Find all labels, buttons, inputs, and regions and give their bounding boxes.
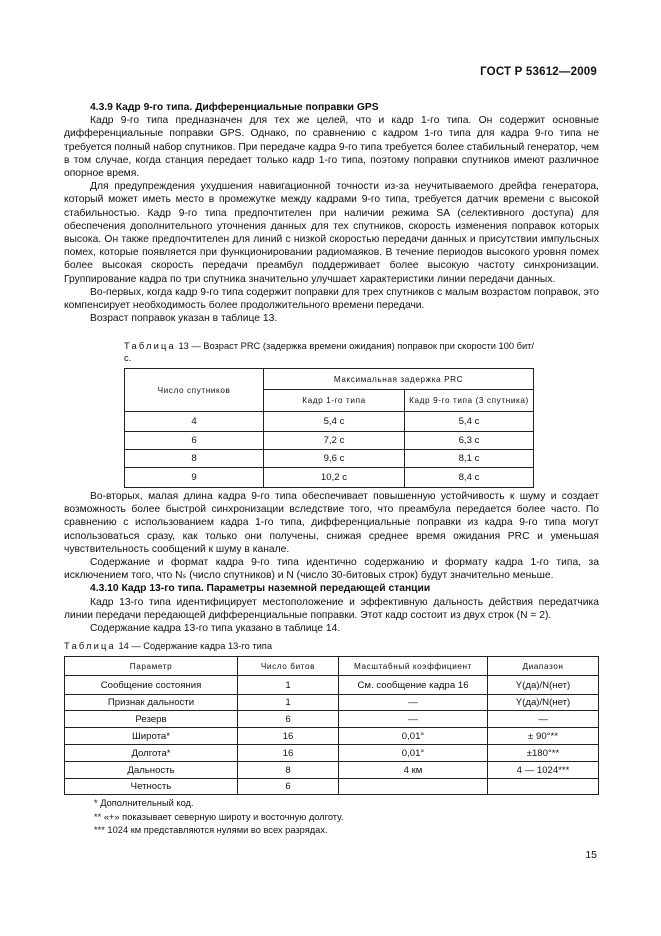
table-cell: 0,01°: [339, 728, 488, 745]
table-cell: ±180°**: [488, 745, 599, 762]
caption-text: 14 — Содержание кадра 13-го типа: [115, 641, 272, 651]
note: *** 1024 км представляются нулями во всех разрядах.: [94, 825, 328, 836]
table-cell: 6: [238, 779, 339, 795]
table-cell: Y(да)/N(нет): [488, 695, 599, 711]
table-row: [65, 779, 599, 795]
table-cell: Резерв: [65, 711, 238, 728]
table-cell: 7,2 с: [264, 432, 405, 450]
paragraph: Для предупреждения ухудшения навигационной точности из-за неучитываемого дрейфа генератора, который может иметь место в промежутке между кадрами 9-го типа, требуется датчик времени с высокой стабильностью. Кадр 9-го типа предпочтителен при наличии режима SA (селективного доступа) для обеспечения дополнительного уточнения данных для тех спутников, скорость изменения поправок которых высока. Он также предпочтителен для линий с низкой скоростью передачи данных и присутствии импульсных помех, которые появляется при функционировании радиомаяков. В течение периодов высокого уровня помех более высокая скорость передачи преамбул поддерживает более высокую частоту синхронизации. Группирование кадра по три спутника значительно улучшает характеристики линии передачи данных.: [64, 181, 599, 285]
table-row: [125, 450, 534, 468]
table-row: [65, 676, 599, 695]
caption-text: 13 — Возраст PRC (задержка времени ожидания) поправок при скорости 100 бит/с.: [124, 341, 534, 363]
section-heading: 4.3.10 Кадр 13-го типа. Параметры наземной передающей станции: [90, 583, 431, 595]
table-cell: —: [339, 695, 488, 711]
section-4-3-9: [64, 101, 599, 325]
table-cell: 6,3 с: [405, 432, 534, 450]
table-cell: 16: [238, 745, 339, 762]
column-header: Число битов: [238, 657, 339, 676]
paragraph: Содержание и формат кадра 9-го типа идентично содержанию и формату кадра 1-го типа, за исключением того, что Nₛ (число спутников) и N (число 30-битовых строк) будут значительно меньше.: [64, 557, 599, 582]
table-14: [64, 656, 599, 795]
table-row: [125, 432, 534, 450]
table-13: [124, 368, 534, 488]
column-header: Кадр 1-го типа: [264, 390, 405, 412]
table-cell: —: [488, 711, 599, 728]
section-4-3-9-continued: [64, 490, 599, 635]
table13-caption: [124, 340, 534, 364]
paragraph: Содержание кадра 13-го типа указано в таблице 14.: [90, 623, 341, 635]
table-cell: 5,4 с: [405, 412, 534, 432]
table-cell: 4 — 1024***: [488, 762, 599, 779]
table-cell: См. сообщение кадра 16: [339, 676, 488, 695]
section-heading: 4.3.9 Кадр 9-го типа. Дифференциальные поправки GPS: [90, 102, 379, 113]
table-cell: 9,6 с: [264, 450, 405, 468]
table-cell: 5,4 с: [264, 412, 405, 432]
table-row: [65, 745, 599, 762]
caption-label: Таблица: [124, 341, 176, 351]
table-cell: —: [339, 711, 488, 728]
table-row: [65, 762, 599, 779]
table-row: [65, 695, 599, 711]
table-cell: 10,2 с: [264, 468, 405, 488]
paragraph: Во-вторых, малая длина кадра 9-го типа обеспечивает повышенную устойчивость к шуму и создает возможность более быстрой синхронизации вследствие того, что преамбула передается более часто. По сравнению с использованием кадра 1-го типа, дифференциальные поправки из кадра 9-го типа могут использоваться сразу, как только они получены, снижая среднее время ожидания PRC и уменьшая чувствительность сообщений к шуму в канале.: [64, 491, 599, 555]
note: * Дополнительный код.: [94, 798, 194, 808]
table-cell: 16: [238, 728, 339, 745]
table-cell: Сообщение состояния: [65, 676, 238, 695]
paragraph: Кадр 9-го типа предназначен для тех же целей, что и кадр 1-го типа. Он содержит основные дифференциальные поправки GPS. Однако, по сравнению с кадром 1-го типа для кадра 9-го типа не требуется полный набор спутников. При передаче кадра 9-го типа требуется более стабильный генератор, чем в том случае, когда станция передает только кадр 1-го типа, поэтому поправки спутников имеют различное опорное время.: [64, 115, 599, 180]
column-header: Кадр 9-го типа (3 спутника): [405, 390, 534, 412]
table-row: [65, 711, 599, 728]
table-cell: Дальность: [65, 762, 238, 779]
column-header: Параметр: [65, 657, 238, 676]
table-cell: 0,01°: [339, 745, 488, 762]
table-cell: 4: [125, 412, 264, 432]
table-notes: [94, 797, 343, 838]
paragraph: Возраст поправок указан в таблице 13.: [90, 313, 278, 325]
table-cell: ± 90°**: [488, 728, 599, 745]
paragraph: Во-первых, когда кадр 9-го типа содержит поправки для трех спутников с малым возрастом поправок, это компенсирует необходимость более продолжительного времени передачи.: [64, 286, 599, 312]
paragraph: Кадр 13-го типа идентифицирует местоположение и эффективную дальность действия передатчика линии передачи передающей дифференциальные поправки. Этот кадр состоит из двух строк (N = 2).: [64, 596, 599, 621]
table-cell: [339, 779, 488, 795]
table-row: [65, 728, 599, 745]
table-row: [125, 468, 534, 488]
table-cell: [488, 779, 599, 795]
table-cell: 4 км: [339, 762, 488, 779]
note: ** «+» показывает северную широту и восточную долготу.: [94, 811, 344, 822]
page-number: 15: [585, 849, 597, 861]
column-header: Число спутников: [125, 369, 264, 412]
table-cell: 6: [238, 711, 339, 728]
table-cell: 8,1 с: [405, 450, 534, 468]
table-cell: 1: [238, 695, 339, 711]
standard-number: ГОСТ Р 53612—2009: [480, 66, 597, 78]
table-cell: Y(да)/N(нет): [488, 676, 599, 695]
table-cell: Широта*: [65, 728, 238, 745]
table-cell: 6: [125, 432, 264, 450]
table-cell: 8,4 с: [405, 468, 534, 488]
column-header: Диапазон: [488, 657, 599, 676]
table-cell: Четность: [65, 779, 238, 795]
table-cell: Признак дальности: [65, 695, 238, 711]
table-cell: 1: [238, 676, 339, 695]
table-cell: 9: [125, 468, 264, 488]
table-cell: 8: [125, 450, 264, 468]
caption-label: Таблица: [64, 641, 116, 651]
column-header: Масштабный коэффициент: [339, 657, 488, 676]
table14-caption: [64, 640, 599, 652]
table-cell: 8: [238, 762, 339, 779]
column-header: Максимальная задержка PRC: [264, 369, 534, 390]
table-cell: Долгота*: [65, 745, 238, 762]
table-row: [125, 412, 534, 432]
